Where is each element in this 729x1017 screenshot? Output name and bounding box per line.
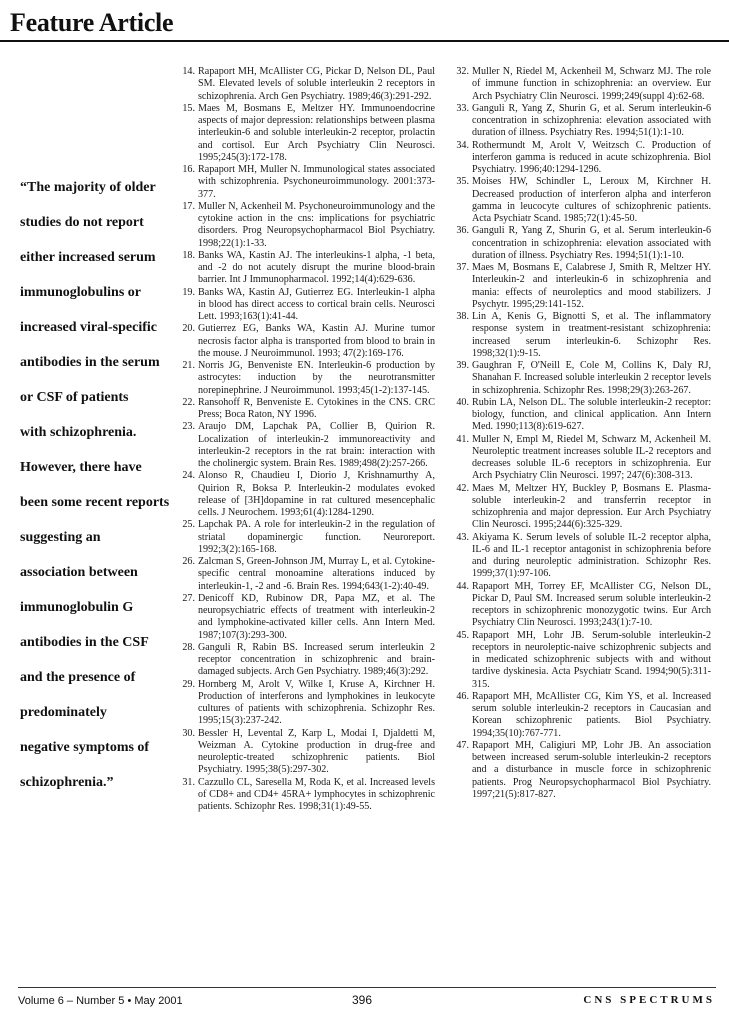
reference-entry <box>175 519 435 556</box>
pull-quote-line: immunoglobulins or <box>20 285 141 300</box>
reference-text: Gaughran F, O'Neill E, Cole M, Collins K, Daly RJ, Shanahan F. Increased soluble interleukin 2 receptor levels in schizophrenia. Schizophr Res. 1998;29(3):263-267. <box>472 360 711 396</box>
reference-entry <box>449 630 711 691</box>
reference-number: 36. <box>456 225 469 237</box>
reference-text: Maes M, Bosmans E, Meltzer HY. Immunoendocrine aspects of major depression: relationships between plasma interleukin-6 and soluble interleukin-2 receptor, prolactin and cortisol. Eur Arch Psychiatry Clin Neurosci. 1995;245(3):172-178. <box>198 102 435 163</box>
references-column-right <box>449 66 711 801</box>
pull-quote <box>20 180 170 810</box>
reference-entry <box>175 287 435 324</box>
page-header <box>0 0 729 44</box>
reference-entry <box>449 262 711 311</box>
reference-text: Muller N, Riedel M, Ackenheil M, Schwarz MJ. The role of immune function in schizophrenia: an overview. Eur Arch Psychiatry Clin Neurosci. 1999;249(suppl 4):62-68. <box>472 66 711 102</box>
reference-number: 40. <box>456 396 469 408</box>
reference-entry <box>449 311 711 360</box>
reference-number: 19. <box>182 286 195 298</box>
reference-number: 22. <box>182 396 195 408</box>
reference-text: Zalcman S, Green-Johnson JM, Murray L, et al. Cytokine-specific central monoamine alterations induced by interleukin-1, -2 and -6. Brain Res. 1994;643(1-2):40-49. <box>198 556 435 592</box>
reference-text: Rapaport MH, Muller N. Immunological states associated with schizophrenia. Psychoneuroimmunology. 2001:373-377. <box>198 164 435 200</box>
pull-quote-line: suggesting an <box>20 530 101 545</box>
header-rule <box>0 40 729 42</box>
reference-text: Bessler H, Levental Z, Karp L, Modai I, Djaldetti M, Weizman A. Cytokine production in drug-free and neuroleptic-treated schizophrenic patients. Biol Psychiatry. 1995;38(5):297-302. <box>198 727 435 776</box>
pull-quote-line: or CSF of patients <box>20 390 129 405</box>
reference-text: Muller N, Empl M, Riedel M, Schwarz M, Ackenheil M. Neuroleptic treatment increases soluble IL-2 receptors and decreases soluble IL-6 receptors in schizophrenia. Eur Arch Psychiatry Clin Neurosci. 1997; 247(6):308-313. <box>472 433 711 482</box>
pull-quote-line: and the presence of <box>20 670 136 685</box>
reference-number: 42. <box>456 482 469 494</box>
reference-entry <box>175 556 435 593</box>
reference-text: Ganguli R, Yang Z, Shurin G, et al. Serum interleukin-6 concentration in schizophrenia: elevation associated with duration of illness. Psychiatry Res. 1994;51(1):1-10. <box>472 225 711 261</box>
reference-entry <box>175 593 435 642</box>
reference-text: Gutierrez EG, Banks WA, Kastin AJ. Murine tumor necrosis factor alpha is transported from blood to brain in the mouse. J Neuroimmunol. 1993; 47(2):169-176. <box>198 323 435 359</box>
reference-entry <box>175 679 435 728</box>
pull-quote-line: increased viral-specific <box>20 320 157 335</box>
pull-quote-line: studies do not report <box>20 215 144 230</box>
reference-number: 17. <box>182 200 195 212</box>
footer-issue: Volume 6 – Number 5 • May 2001 <box>18 995 183 1007</box>
reference-text: Rubin LA, Nelson DL. The soluble interleukin-2 receptor: biology, function, and clinical application. Ann Intern Med. 1990;113(8):619-627. <box>472 396 711 433</box>
reference-number: 44. <box>456 580 469 592</box>
reference-number: 35. <box>456 176 469 188</box>
reference-number: 31. <box>182 776 195 788</box>
reference-text: Maes M, Bosmans E, Calabrese J, Smith R, Meltzer HY. Interleukin-2 and interleukin-6 in schizophrenia and mania: effects of neuroleptics and mood stabilizers. J Psychytr. 1995;29:141-152. <box>472 262 711 310</box>
pull-quote-line: with schizophrenia. <box>20 425 137 440</box>
reference-text: Akiyama K. Serum levels of soluble IL-2 receptor alpha, IL-6 and IL-1 receptor antagonist in schizophrenia before and during neuroleptic administration. Schizophr Res. 1999;37(1):97-106. <box>472 531 711 580</box>
footer-page-number: 396 <box>352 993 373 1007</box>
reference-text: Araujo DM, Lapchak PA, Collier B, Quirion R. Localization of interleukin-2 immunoreactivity and interleukin-2 receptors in the rat brain: interaction with the cholinergic system. Brain Res. 1989;498(2):257-266. <box>198 421 435 469</box>
pull-quote-line: schizophrenia.” <box>20 775 114 790</box>
pull-quote-line: However, there have <box>20 460 142 475</box>
reference-entry <box>449 360 711 397</box>
pull-quote-line: immunoglobulin G <box>20 600 134 615</box>
reference-entry <box>449 740 711 801</box>
reference-number: 29. <box>182 678 195 690</box>
reference-text: Ganguli R, Rabin BS. Increased serum interleukin 2 receptor concentration in schizophrenic and brain-damaged subjects. Arch Gen Psychiatry. 1989;46(3):292. <box>198 641 435 678</box>
reference-text: Muller N, Ackenheil M. Psychoneuroimmunology and the cytokine action in the cns: implications for psychiatric disorders. Prog Neuropsychopharmacol Biol Psychiatry. 1998;22(1):1-33. <box>198 200 435 249</box>
pull-quote-line: either increased serum <box>20 250 156 265</box>
pull-quote-line: association between <box>20 565 138 580</box>
reference-entry <box>449 140 711 177</box>
reference-text: Ransohoff R, Benveniste E. Cytokines in the CNS. CRC Press; Boca Raton, NY 1996. <box>198 396 435 420</box>
references-column-middle <box>175 66 435 813</box>
reference-number: 39. <box>456 360 469 371</box>
reference-number: 18. <box>182 249 195 261</box>
reference-text: Lin A, Kenis G, Bignotti S, et al. The inflammatory response system in treatment-resistant schizophrenia: increased serum interleukin-6. Schizophr Res. 1998;32(1):9-15. <box>472 311 711 359</box>
reference-number: 33. <box>456 102 469 114</box>
reference-text: Rapaport MH, Torrey EF, McAllister CG, Nelson DL, Pickar D, Paul SM. Increased serum soluble interleukin-2 receptors in schizophrenic monozygotic twins. Eur Arch Psychiatry Clin Neurosci. 1993;243(1):7-10. <box>472 580 711 629</box>
reference-entry <box>449 66 711 103</box>
reference-text: Ganguli R, Yang Z, Shurin G, et al. Serum interleukin-6 concentration in schizophrenia: elevation associated with duration of illness. Psychiatry Res. 1994;51(1):1-10. <box>472 102 711 139</box>
reference-text: Denicoff KD, Rubinow DR, Papa MZ, et al. The neuropsychiatric effects of treatment with interleukin-2 and lymphokine-activated killer cells. Ann Intern Med. 1987;107(3):293-300. <box>198 592 435 641</box>
reference-text: Rapaport MH, McAllister CG, Kim YS, et al. Increased serum soluble interleukin-2 receptors in Caucasian and Korean schizophrenic patients. Biol Psychiatry. 1994;35(10):767-771. <box>472 690 711 739</box>
reference-number: 43. <box>456 531 469 543</box>
reference-entry <box>175 642 435 679</box>
reference-entry <box>449 532 711 581</box>
reference-number: 28. <box>182 641 195 653</box>
reference-text: Rapaport MH, Caligiuri MP, Lohr JB. An association between increased serum-soluble interleukin-2 receptors and a disturbance in muscle force in schizophrenic patients. Prog Neuropsychopharmacol Biol Psychiatry. 1997;21(5):817-827. <box>472 739 711 800</box>
pull-quote-line: been some recent reports <box>20 495 170 510</box>
reference-text: Cazzullo CL, Saresella M, Roda K, et al. Increased levels of CD8+ and CD4+ 45RA+ lymphocytes in schizophrenic patients. Schizophr Res. 1998;31(1):49-55. <box>198 776 435 812</box>
pull-quote-line: negative symptoms of <box>20 740 150 755</box>
reference-entry <box>175 360 435 397</box>
reference-entry <box>175 66 435 103</box>
reference-text: Moises HW, Schindler L, Leroux M, Kirchner H. Decreased production of interferon alpha and interferon gamma in leucocyte cultures of schizophrenic patients. Acta Psychiatr Scand. 1985;72(1):45-50. <box>472 176 711 224</box>
reference-entry <box>175 103 435 164</box>
reference-number: 23. <box>182 421 195 433</box>
reference-number: 24. <box>182 470 195 482</box>
reference-number: 15. <box>182 102 195 114</box>
reference-entry <box>175 470 435 519</box>
reference-entry <box>449 176 711 225</box>
section-title: Feature Article <box>10 8 174 37</box>
reference-entry <box>449 581 711 630</box>
reference-entry <box>175 164 435 201</box>
reference-number: 30. <box>182 727 195 739</box>
reference-entry <box>175 397 435 422</box>
reference-entry <box>449 483 711 532</box>
reference-number: 26. <box>182 556 195 567</box>
reference-number: 46. <box>456 690 469 702</box>
reference-number: 16. <box>182 164 195 175</box>
pull-quote-line: predominately <box>20 705 107 720</box>
reference-number: 21. <box>182 360 195 371</box>
pull-quote-line: “The majority of older <box>20 180 156 195</box>
reference-text: Banks WA, Kastin AJ. The interleukins-1 alpha, -1 beta, and -2 do not acutely disrupt the murine blood-brain barrier. Int J Immunopharmacol. 1992;14(4):629-636. <box>198 249 435 286</box>
reference-entry <box>449 397 711 434</box>
reference-entry <box>175 728 435 777</box>
reference-number: 38. <box>456 311 469 322</box>
reference-text: Alonso R, Chaudieu I, Diorio J, Krishnamurthy A, Quirion R, Boksa P. Interleukin-2 modulates evoked release of [3H]dopamine in rat cultured mesencephalic cells. J Neurochem. 1993;61(4):1284-1290. <box>198 470 435 518</box>
reference-entry <box>449 103 711 140</box>
pull-quote-line: antibodies in the CSF <box>20 635 149 650</box>
reference-entry <box>175 250 435 287</box>
reference-entry <box>449 225 711 262</box>
reference-number: 47. <box>456 739 469 751</box>
reference-entry <box>175 777 435 814</box>
reference-entry <box>175 201 435 250</box>
reference-number: 14. <box>182 66 195 77</box>
reference-text: Norris JG, Benveniste EN. Interleukin-6 production by astrocytes: induction by the neurotransmitter norepinephrine. J Neuroimmunol. 1993;45(1-2):137-145. <box>198 360 435 396</box>
reference-entry <box>175 421 435 470</box>
footer-journal-name: CNS SPECTRUMS <box>583 994 715 1006</box>
reference-number: 34. <box>456 139 469 151</box>
reference-number: 25. <box>182 519 195 531</box>
reference-text: Maes M, Meltzer HY, Buckley P, Bosmans E. Plasma-soluble interleukin-2 and transferrin receptor in schizophrenia and major depression. Eur Arch Psychiatry Clin Neurosci. 1995;244(6):325-329. <box>472 482 711 531</box>
reference-number: 41. <box>456 433 469 445</box>
footer-rule <box>18 987 716 988</box>
reference-number: 45. <box>456 629 469 641</box>
reference-entry <box>449 691 711 740</box>
reference-text: Rapaport MH, McAllister CG, Pickar D, Nelson DL, Paul SM. Elevated levels of soluble interleukin 2 receptors in schizophrenia. Arch Gen Psychiatry. 1989;46(3):291-292. <box>198 66 435 102</box>
reference-number: 32. <box>456 66 469 77</box>
reference-number: 20. <box>182 323 195 335</box>
reference-text: Rothermundt M, Arolt V, Weitzsch C. Production of interferon gamma is reduced in acute schizophrenia. Biol Psychiatry. 1996;40:1294-1296. <box>472 139 711 175</box>
reference-text: Rapaport MH, Lohr JB. Serum-soluble interleukin-2 receptors in neuroleptic-naive schizophrenic subjects and in medicated schizophrenic subjects with and without tardive dyskinesia. Acta Psychiatr Scand. 1994;90(5):311-315. <box>472 629 711 690</box>
reference-text: Lapchak PA. A role for interleukin-2 in the regulation of striatal dopaminergic function. Neuroreport. 1992;3(2):165-168. <box>198 519 435 555</box>
reference-entry <box>449 434 711 483</box>
pull-quote-line: antibodies in the serum <box>20 355 160 370</box>
reference-number: 37. <box>456 262 469 273</box>
reference-number: 27. <box>182 592 195 604</box>
reference-text: Banks WA, Kastin AJ, Gutierrez EG. Interleukin-1 alpha in blood has direct access to cortical brain cells. Neurosci Lett. 1993;163(1):41-44. <box>198 286 435 322</box>
reference-text: Hornberg M, Arolt V, Wilke I, Kruse A, Kirchner H. Production of interferons and lymphokines in leukocyte cultures of patients with schizophrenia. Schizophr Res. 1995;15(3):237-242. <box>198 678 435 727</box>
reference-entry <box>175 323 435 360</box>
